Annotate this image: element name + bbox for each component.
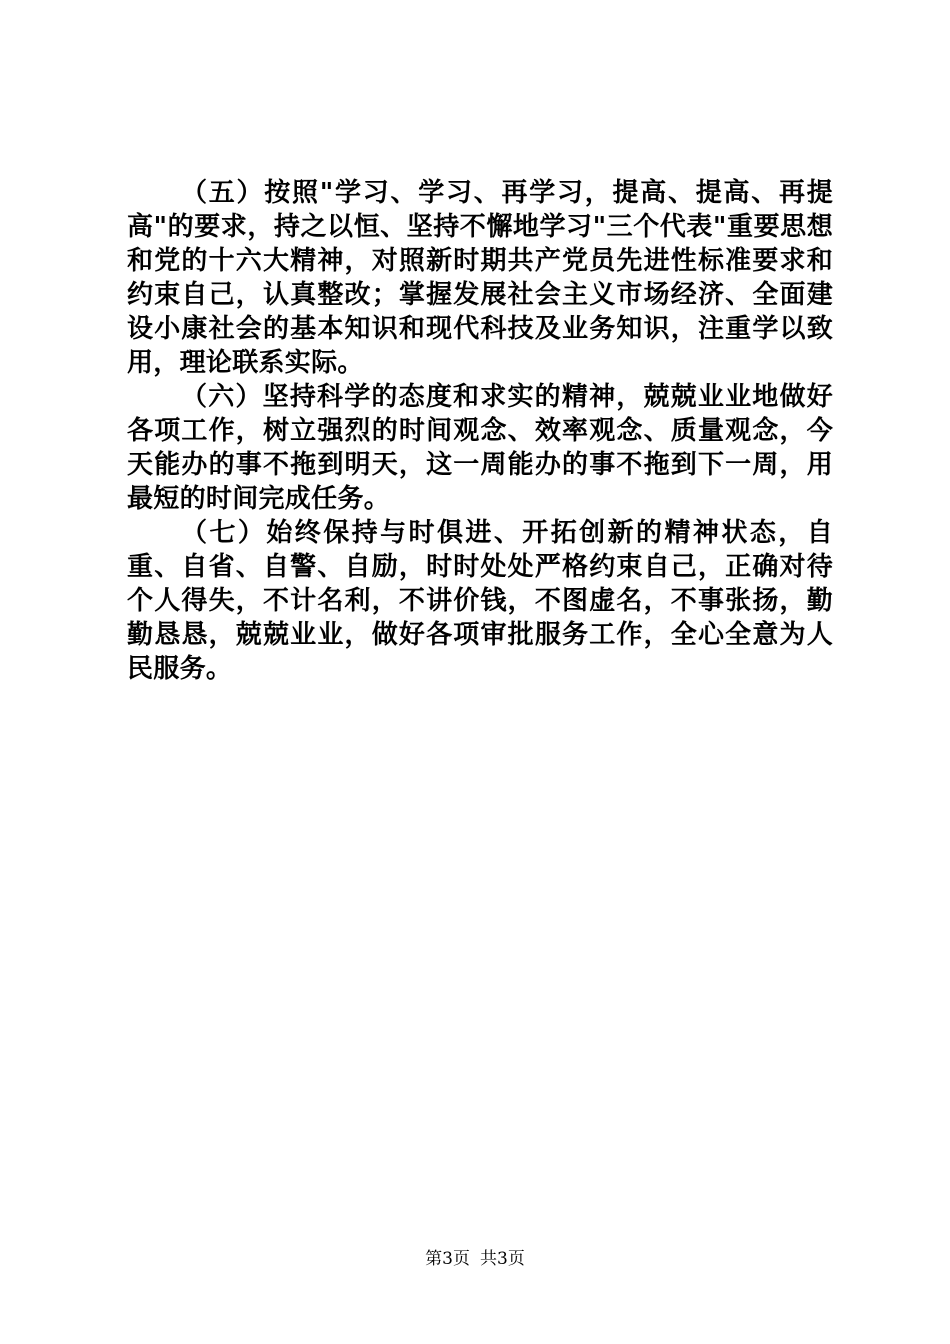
page-total: 共3页	[480, 1249, 525, 1269]
document-body	[127, 176, 833, 686]
page-footer	[0, 1244, 950, 1269]
paragraph-7: （七）始终保持与时俱进、开拓创新的精神状态，自重、自省、自警、自励，时时处处严格约束自己，正确对待个人得失，不计名利，不讲价钱，不图虚名，不事张扬，勤勤恳恳，兢兢业业，做好各项审批服务工作，全心全意为人民服务。	[127, 518, 833, 684]
paragraph-6: （六）坚持科学的态度和求实的精神，兢兢业业地做好各项工作，树立强烈的时间观念、效率观念、质量观念，今天能办的事不拖到明天，这一周能办的事不拖到下一周，用最短的时间完成任务。	[127, 382, 833, 514]
paragraph-5: （五）按照"学习、学习、再学习，提高、提高、再提高"的要求，持之以恒、坚持不懈地学习"三个代表"重要思想和党的十六大精神，对照新时期共产党员先进性标准要求和约束自己，认真整改；掌握发展社会主义市场经济、全面建设小康社会的基本知识和现代科技及业务知识，注重学以致用，理论联系实际。	[127, 178, 833, 378]
page-number: 第3页	[425, 1249, 470, 1269]
